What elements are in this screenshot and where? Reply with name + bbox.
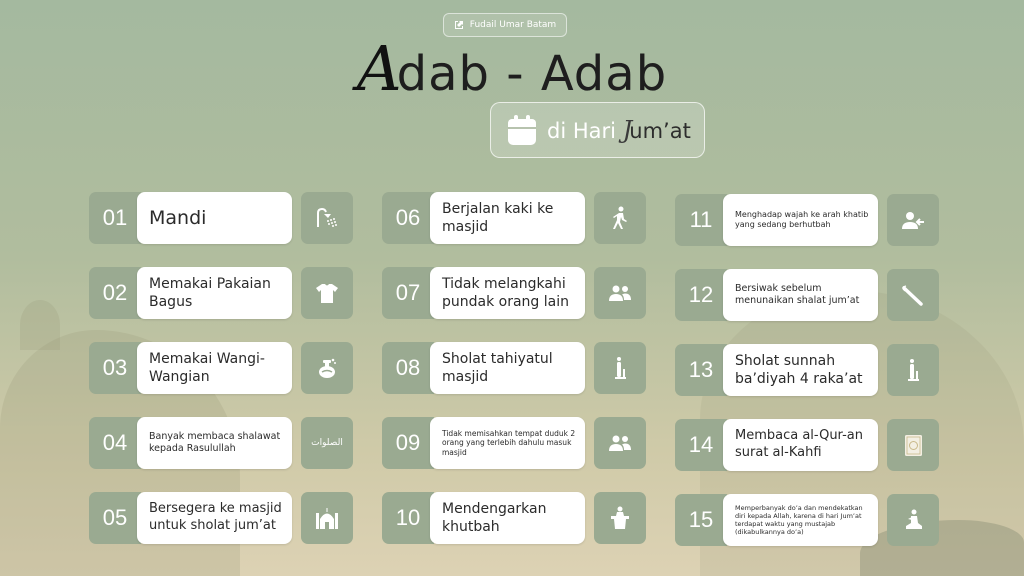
item-icon-tile [594,417,646,469]
item-number: 01 [89,192,141,244]
perfume-icon [314,355,340,381]
list-item [382,342,646,394]
item-icon-tile [301,342,353,394]
item-number: 02 [89,267,141,319]
item-icon-tile [594,192,646,244]
mosque-icon [314,505,340,531]
item-number: 15 [675,494,727,546]
item-icon-tile [887,194,939,246]
quran-icon [900,432,926,458]
item-number: 08 [382,342,434,394]
list-item [675,419,939,471]
list-item [675,269,939,321]
item-label: Berjalan kaki ke masjid [430,192,585,244]
item-label: Bersegera ke masjid untuk sholat jum’at [137,492,292,544]
list-item [89,267,353,319]
item-icon-tile [301,492,353,544]
item-label: Banyak membaca shalawat kepada Rasulullah [137,417,292,469]
item-label: Sholat tahiyatul masjid [430,342,585,394]
item-icon-tile [301,417,353,469]
pulpit-icon [607,505,633,531]
item-label: Memperbanyak do’a dan mendekatkan diri kepada Allah, karena di hari Jum’at terdapat waktu yang mustajab (dikabulkannya do’a) [723,494,878,546]
item-number: 13 [675,344,727,396]
list-item [89,192,353,244]
item-icon-tile [301,192,353,244]
title-script-letter: A [356,32,403,105]
list-item [675,494,939,546]
item-label: Mandi [137,192,292,244]
item-number: 11 [675,194,727,246]
item-number: 05 [89,492,141,544]
item-label: Tidak melangkahi pundak orang lain [430,267,585,319]
subtitle-text: di Hari Jum’at [547,116,691,144]
item-number: 06 [382,192,434,244]
list-item [675,344,939,396]
dua-icon [900,507,926,533]
list-item [382,417,646,469]
item-icon-tile [594,342,646,394]
item-number: 07 [382,267,434,319]
list-item [89,492,353,544]
link-icon [454,20,464,30]
praying-icon [900,357,926,383]
item-icon-tile [594,267,646,319]
listener-icon [900,207,926,233]
siwak-icon [900,282,926,308]
item-label: Membaca al-Qur-an surat al-Kahfi [723,419,878,471]
item-label: Bersiwak sebelum menunaikan shalat jum’at [723,269,878,321]
praying-icon [607,355,633,381]
page-title [0,32,1024,105]
item-icon-tile [594,492,646,544]
subtitle-badge [490,102,705,158]
item-icon-tile [887,494,939,546]
item-icon-tile [887,344,939,396]
item-icon-tile [887,419,939,471]
item-label: Memakai Wangi-Wangian [137,342,292,394]
item-number: 09 [382,417,434,469]
item-label: Menghadap wajah ke arah khatib yang sedang berhutbah [723,194,878,246]
calendar-icon [505,113,539,147]
list-item [382,267,646,319]
item-label: Memakai Pakaian Bagus [137,267,292,319]
people-icon [607,280,633,306]
item-label: Tidak memisahkan tempat duduk 2 orang yang terlebih dahulu masuk masjid [430,417,585,469]
item-label: Mendengarkan khutbah [430,492,585,544]
list-item [382,492,646,544]
list-item [675,194,939,246]
walking-icon [607,205,633,231]
list-item [89,417,353,469]
shalawat-icon: الصلوات [311,438,343,448]
shower-icon [314,205,340,231]
item-icon-tile [301,267,353,319]
shirt-icon [314,280,340,306]
author-name: Fudail Umar Batam [469,20,557,30]
item-icon-tile [887,269,939,321]
title-text: dab - Adab [396,46,668,102]
item-number: 12 [675,269,727,321]
minaret-silhouette-left [20,300,60,350]
item-label: Sholat sunnah ba’diyah 4 raka’at [723,344,878,396]
item-number: 14 [675,419,727,471]
item-number: 04 [89,417,141,469]
people-icon [607,430,633,456]
list-item [382,192,646,244]
list-item [89,342,353,394]
item-number: 03 [89,342,141,394]
item-number: 10 [382,492,434,544]
